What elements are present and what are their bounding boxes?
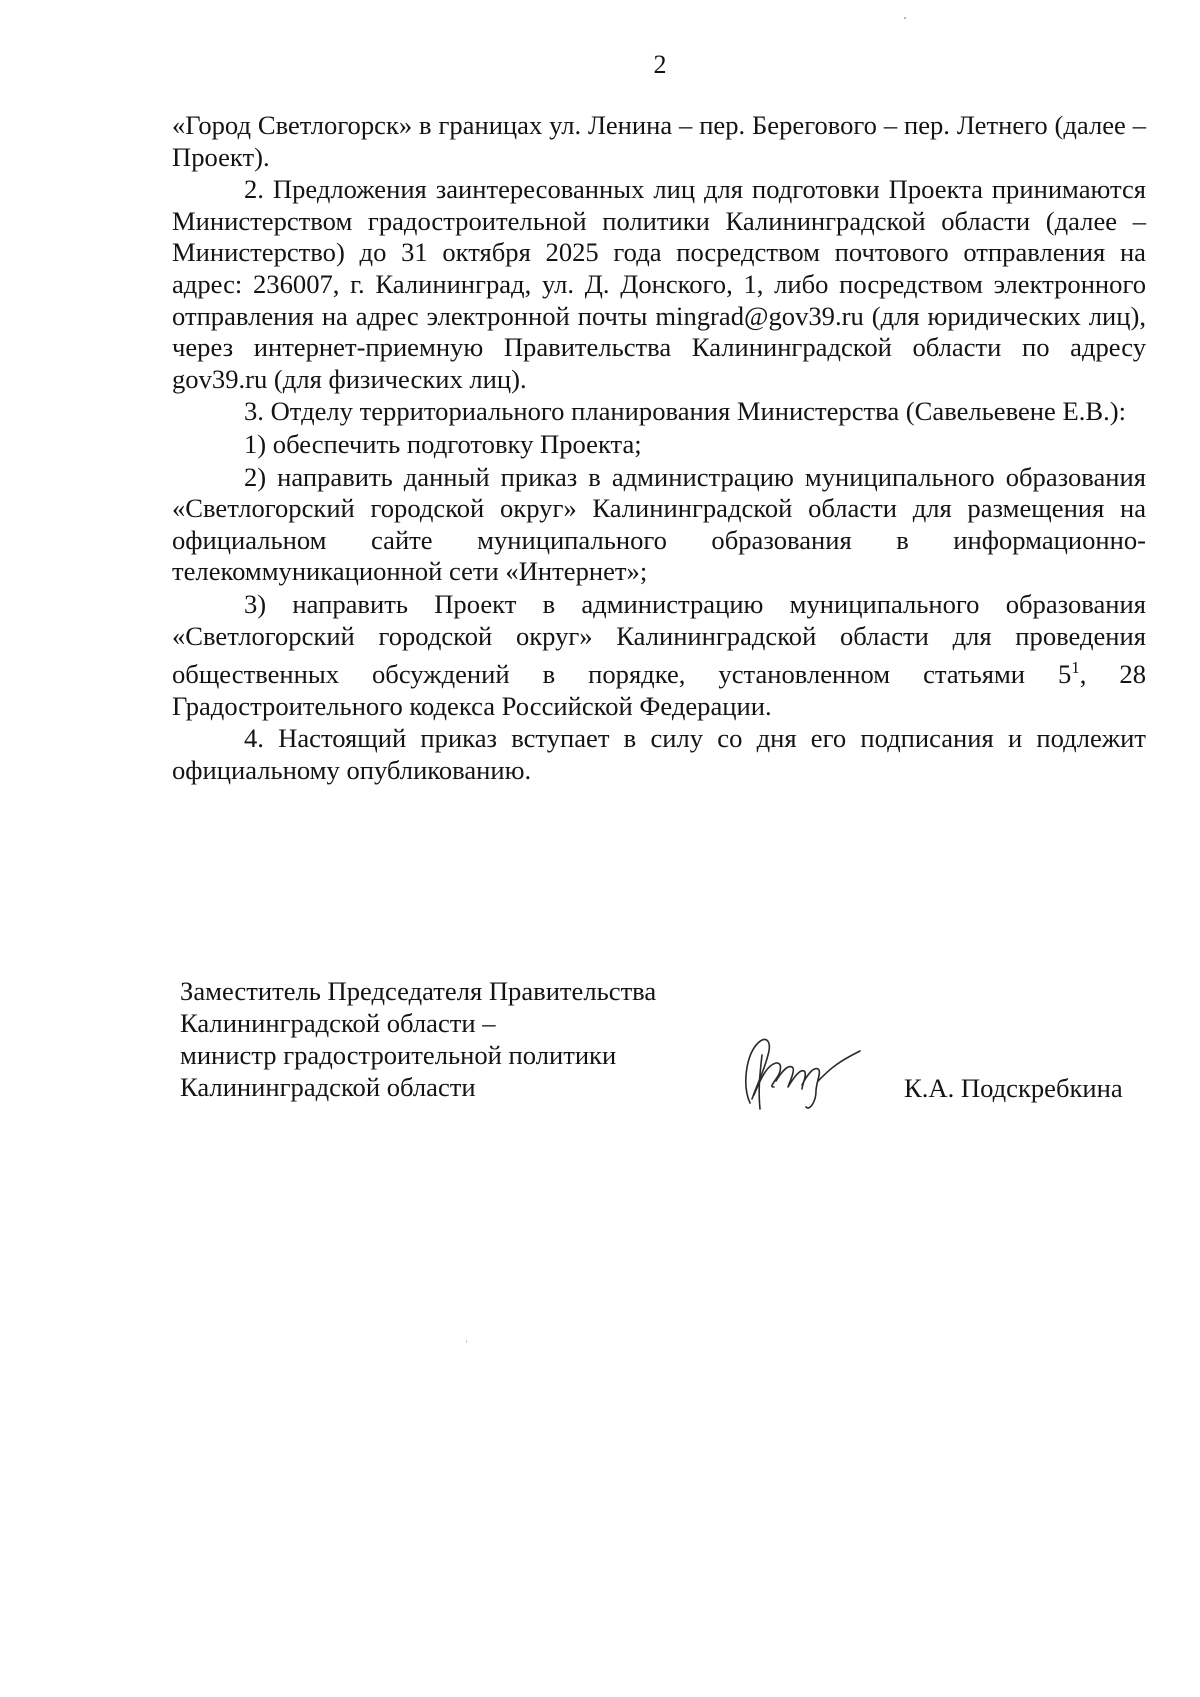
- page-number: 2: [653, 50, 667, 79]
- signatory-title-line: Калининградской области –: [180, 1008, 496, 1038]
- list-item-2: 2) направить данный приказ в администрацию муниципального образования «Светлогорский городской округ» Калининградской области для размещения на официальном сайте муниципального образования в информационно-телекоммуникационной сети «Интернет»;: [172, 461, 1146, 587]
- paragraph-department: 3. Отделу территориального планирования Министерства (Савельевене Е.В.):: [244, 396, 1127, 427]
- handwritten-signature: [732, 1025, 862, 1115]
- document-body: [172, 110, 1146, 786]
- superscript: 1: [1071, 658, 1080, 678]
- list-item-1: 1) обеспечить подготовку Проекта;: [244, 428, 642, 459]
- paragraph-continuation: «Город Светлогорск» в границах ул. Ленина – пер. Берегового – пер. Летнего (далее – Проект).: [172, 110, 1146, 172]
- signatory-name: К.А. Подскребкина: [904, 1073, 1123, 1103]
- signatory-title-line: Калининградской области: [180, 1072, 476, 1102]
- paragraph-proposals: 2. Предложения заинтересованных лиц для подготовки Проекта принимаются Министерством градостроительной политики Калининградской области (далее – Министерство) до 31 октября 2025 года посредством почтового отправления на адрес: 236007, г. Калининград, ул. Д. Донского, 1, либо посредством электронного отправления на адрес электронной почты mingrad@gov39.ru (для юридических лиц), через интернет-приемную Правительства Калининградской области по адресу gov39.ru (для физических лиц).: [172, 174, 1146, 394]
- scan-speck: [904, 17, 906, 19]
- signatory-title-line: министр градостроительной политики: [180, 1040, 617, 1070]
- list-item-3-tail: , 28 Градостроительного кодекса Российской Федерации.: [172, 658, 1146, 721]
- list-item-3: [172, 589, 1146, 722]
- scan-speck: [466, 1340, 467, 1343]
- signatory-title-line: Заместитель Председателя Правительства: [180, 976, 657, 1006]
- paragraph-effective: 4. Настоящий приказ вступает в силу со дня его подписания и подлежит официальному опубликованию.: [172, 723, 1146, 785]
- list-item-3-text: 3) направить Проект в администрацию муниципального образования «Светлогорский городской округ» Калининградской области для проведения общественных обсуждений в порядке, установленном статьями 5: [172, 588, 1146, 689]
- signatory-title: [180, 975, 740, 1103]
